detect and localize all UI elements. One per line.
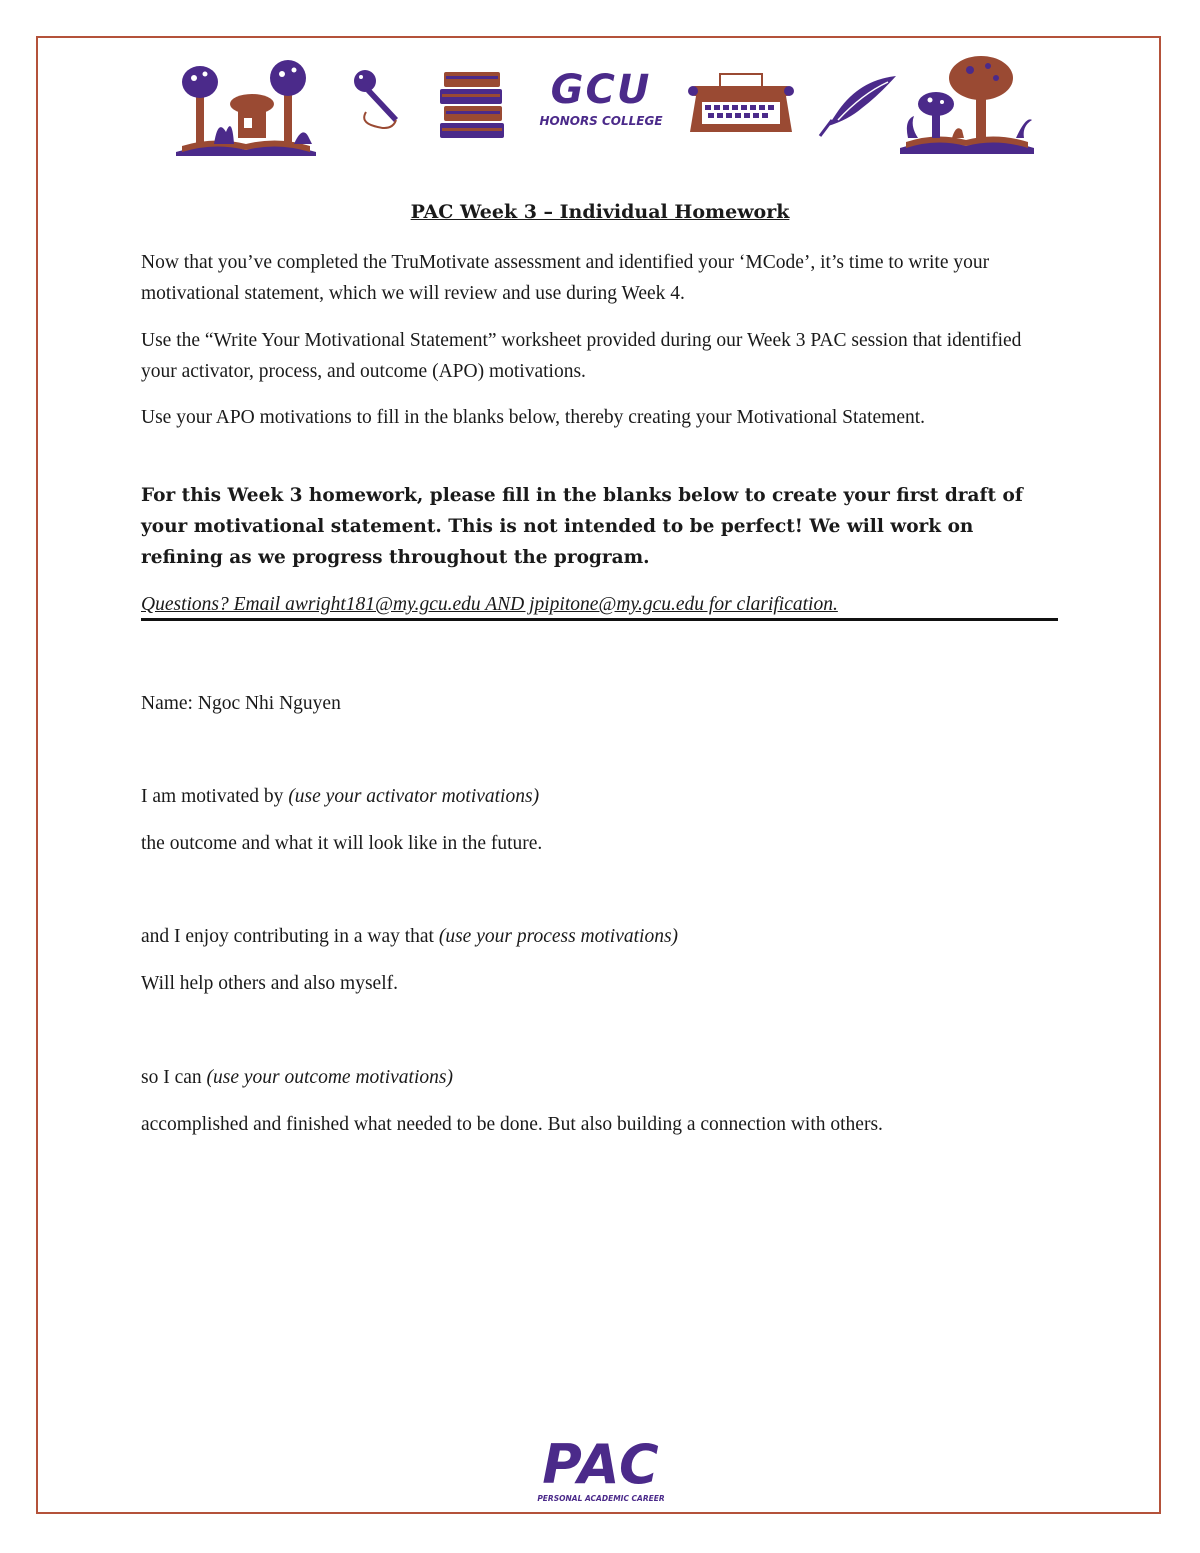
section-divider bbox=[141, 618, 1058, 621]
name-label: Name: bbox=[141, 693, 193, 714]
outcome-answer[interactable]: accomplished and finished what needed to be done. But also building a connection with others. bbox=[141, 1114, 883, 1135]
gcu-logo bbox=[536, 67, 666, 140]
pac-logo-subtitle: PERSONAL ACADEMIC CAREER bbox=[537, 1494, 665, 1503]
pac-logo bbox=[532, 1433, 670, 1503]
questions-contact: Questions? Email awright181@my.gcu.edu AND jpipitone@my.gcu.edu for clarification. bbox=[141, 594, 838, 615]
header-banner bbox=[170, 48, 1040, 156]
gcu-logo-text: GCU bbox=[550, 67, 652, 113]
process-answer[interactable]: Will help others and also myself. bbox=[141, 973, 398, 994]
worksheet-paragraph: Use the “Write Your Motivational Statement” worksheet provided during our Week 3 PAC session that identified your activator, process, and outcome (APO) motivations. bbox=[141, 330, 1022, 382]
activator-prompt-row bbox=[141, 781, 1061, 812]
gcu-logo-subtitle: HONORS COLLEGE bbox=[539, 114, 663, 128]
quill-icon bbox=[818, 74, 898, 138]
activator-prompt: I am motivated by bbox=[141, 786, 284, 807]
homework-instruction: For this Week 3 homework, please fill in the blanks below to create your first draft of your motivational statement. This is not intended to be perfect! We will work on refining as we progress throughout the program. bbox=[141, 485, 1023, 568]
mushroom-book-icon bbox=[896, 50, 1038, 154]
name-value[interactable]: Ngoc Nhi Nguyen bbox=[197, 693, 341, 714]
apo-paragraph: Use your APO motivations to fill in the blanks below, thereby creating your Motivational Statement. bbox=[141, 407, 926, 428]
process-prompt-row bbox=[141, 921, 1061, 952]
typewriter-icon bbox=[688, 72, 794, 136]
page-title: PAC Week 3 – Individual Homework bbox=[410, 201, 790, 223]
process-prompt: and I enjoy contributing in a way that bbox=[141, 926, 434, 947]
outcome-prompt-row bbox=[141, 1062, 1061, 1093]
process-hint: (use your process motivations) bbox=[438, 926, 679, 947]
name-row bbox=[141, 688, 1061, 719]
activator-answer[interactable]: the outcome and what it will look like in the future. bbox=[141, 833, 543, 854]
outcome-hint: (use your outcome motivations) bbox=[206, 1067, 453, 1088]
microphone-icon bbox=[352, 68, 414, 134]
activator-hint: (use your activator motivations) bbox=[288, 786, 540, 807]
outcome-prompt: so I can bbox=[141, 1067, 202, 1088]
book-stack-icon bbox=[438, 70, 508, 140]
pac-logo-text: PAC bbox=[542, 1433, 660, 1496]
mushroom-forest-book-icon bbox=[174, 56, 319, 156]
intro-paragraph: Now that you’ve completed the TruMotivate assessment and identified your ‘MCode’, it’s time to write your motivational statement, which we will review and use during Week 4. bbox=[141, 252, 990, 304]
